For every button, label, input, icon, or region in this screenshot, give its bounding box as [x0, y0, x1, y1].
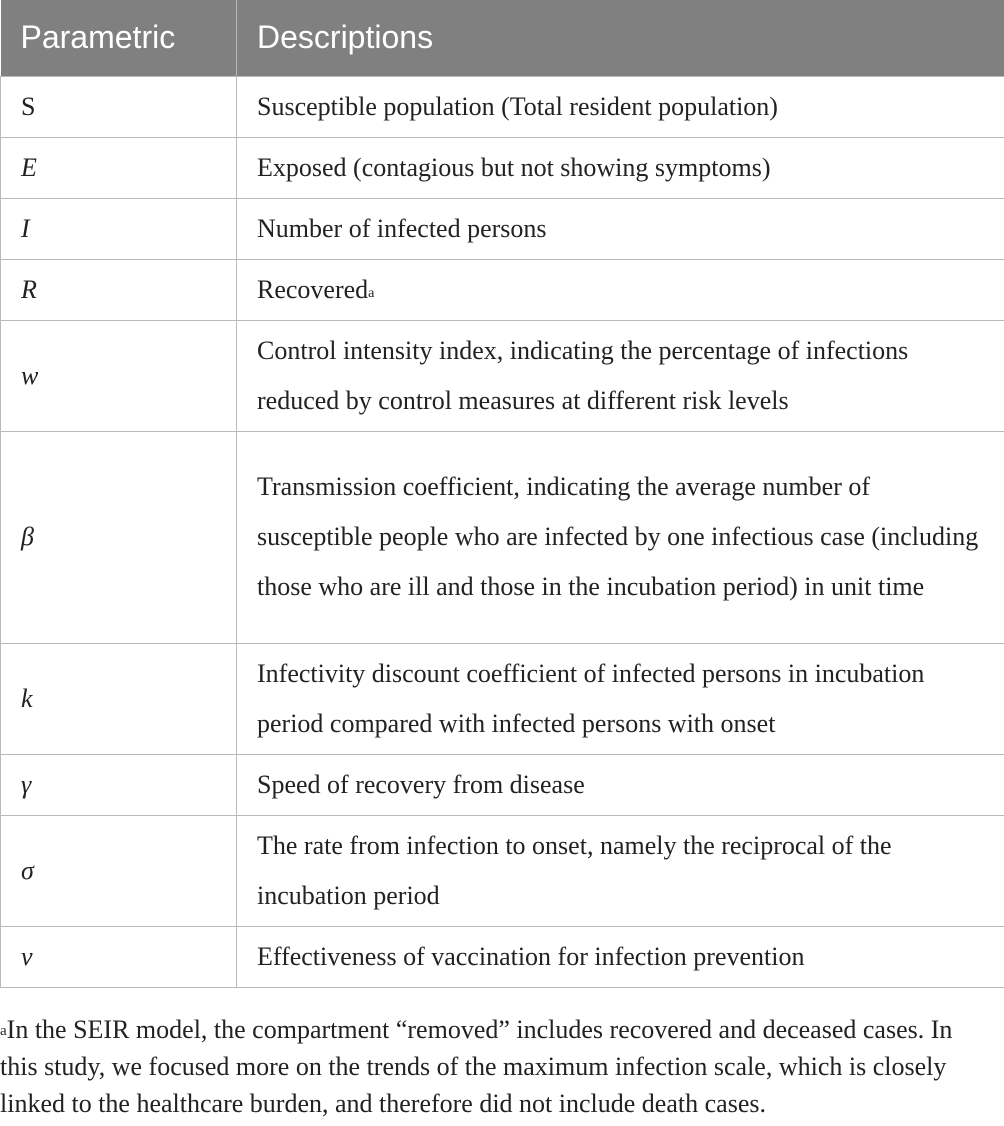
description-cell: Number of infected persons: [237, 198, 1004, 259]
symbol-cell: k: [1, 643, 237, 754]
table-row: [1, 431, 1004, 643]
symbol-cell: R: [1, 259, 237, 320]
table-footnote: [0, 1011, 990, 1122]
description-cell: Transmission coefficient, indicating the average number of susceptible people who are infected by one infectious case (including those who are ill and those in the incubation period) in unit time: [237, 431, 1004, 643]
header-descriptions: Descriptions: [237, 0, 1004, 76]
symbol-cell: I: [1, 198, 237, 259]
symbol-cell: S: [1, 76, 237, 137]
table-row: [1, 815, 1004, 926]
description-cell: Effectiveness of vaccination for infection prevention: [237, 926, 1004, 987]
symbol-cell: E: [1, 137, 237, 198]
table-row: [1, 76, 1004, 137]
table-row: [1, 137, 1004, 198]
description-cell: The rate from infection to onset, namely the reciprocal of the incubation period: [237, 815, 1004, 926]
description-cell: Susceptible population (Total resident population): [237, 76, 1004, 137]
table-row: [1, 198, 1004, 259]
table-header-row: [1, 0, 1004, 76]
table-row: [1, 926, 1004, 987]
symbol-cell: w: [1, 320, 237, 431]
table-row: [1, 320, 1004, 431]
header-parametric: Parametric: [1, 0, 237, 76]
table-row: [1, 259, 1004, 320]
table-row: [1, 754, 1004, 815]
description-cell: Exposed (contagious but not showing symptoms): [237, 137, 1004, 198]
description-text: Recovered: [257, 274, 369, 304]
footnote-text: In the SEIR model, the compartment “removed” includes recovered and deceased cases. In this study, we focused more on the trends of the maximum infection scale, which is closely linked to the healthcare burden, and therefore did not include death cases.: [0, 1015, 953, 1118]
symbol-cell: σ: [1, 815, 237, 926]
description-cell: [237, 259, 1004, 320]
table-row: [1, 643, 1004, 754]
description-cell: Speed of recovery from disease: [237, 754, 1004, 815]
symbol-cell: γ: [1, 754, 237, 815]
description-cell: Infectivity discount coefficient of infected persons in incubation period compared with infected persons with onset: [237, 643, 1004, 754]
footnote-marker: a: [0, 1023, 7, 1039]
symbol-cell: ν: [1, 926, 237, 987]
footnote-marker: a: [368, 285, 375, 301]
description-cell: Control intensity index, indicating the percentage of infections reduced by control measures at different risk levels: [237, 320, 1004, 431]
symbol-cell: β: [1, 431, 237, 643]
